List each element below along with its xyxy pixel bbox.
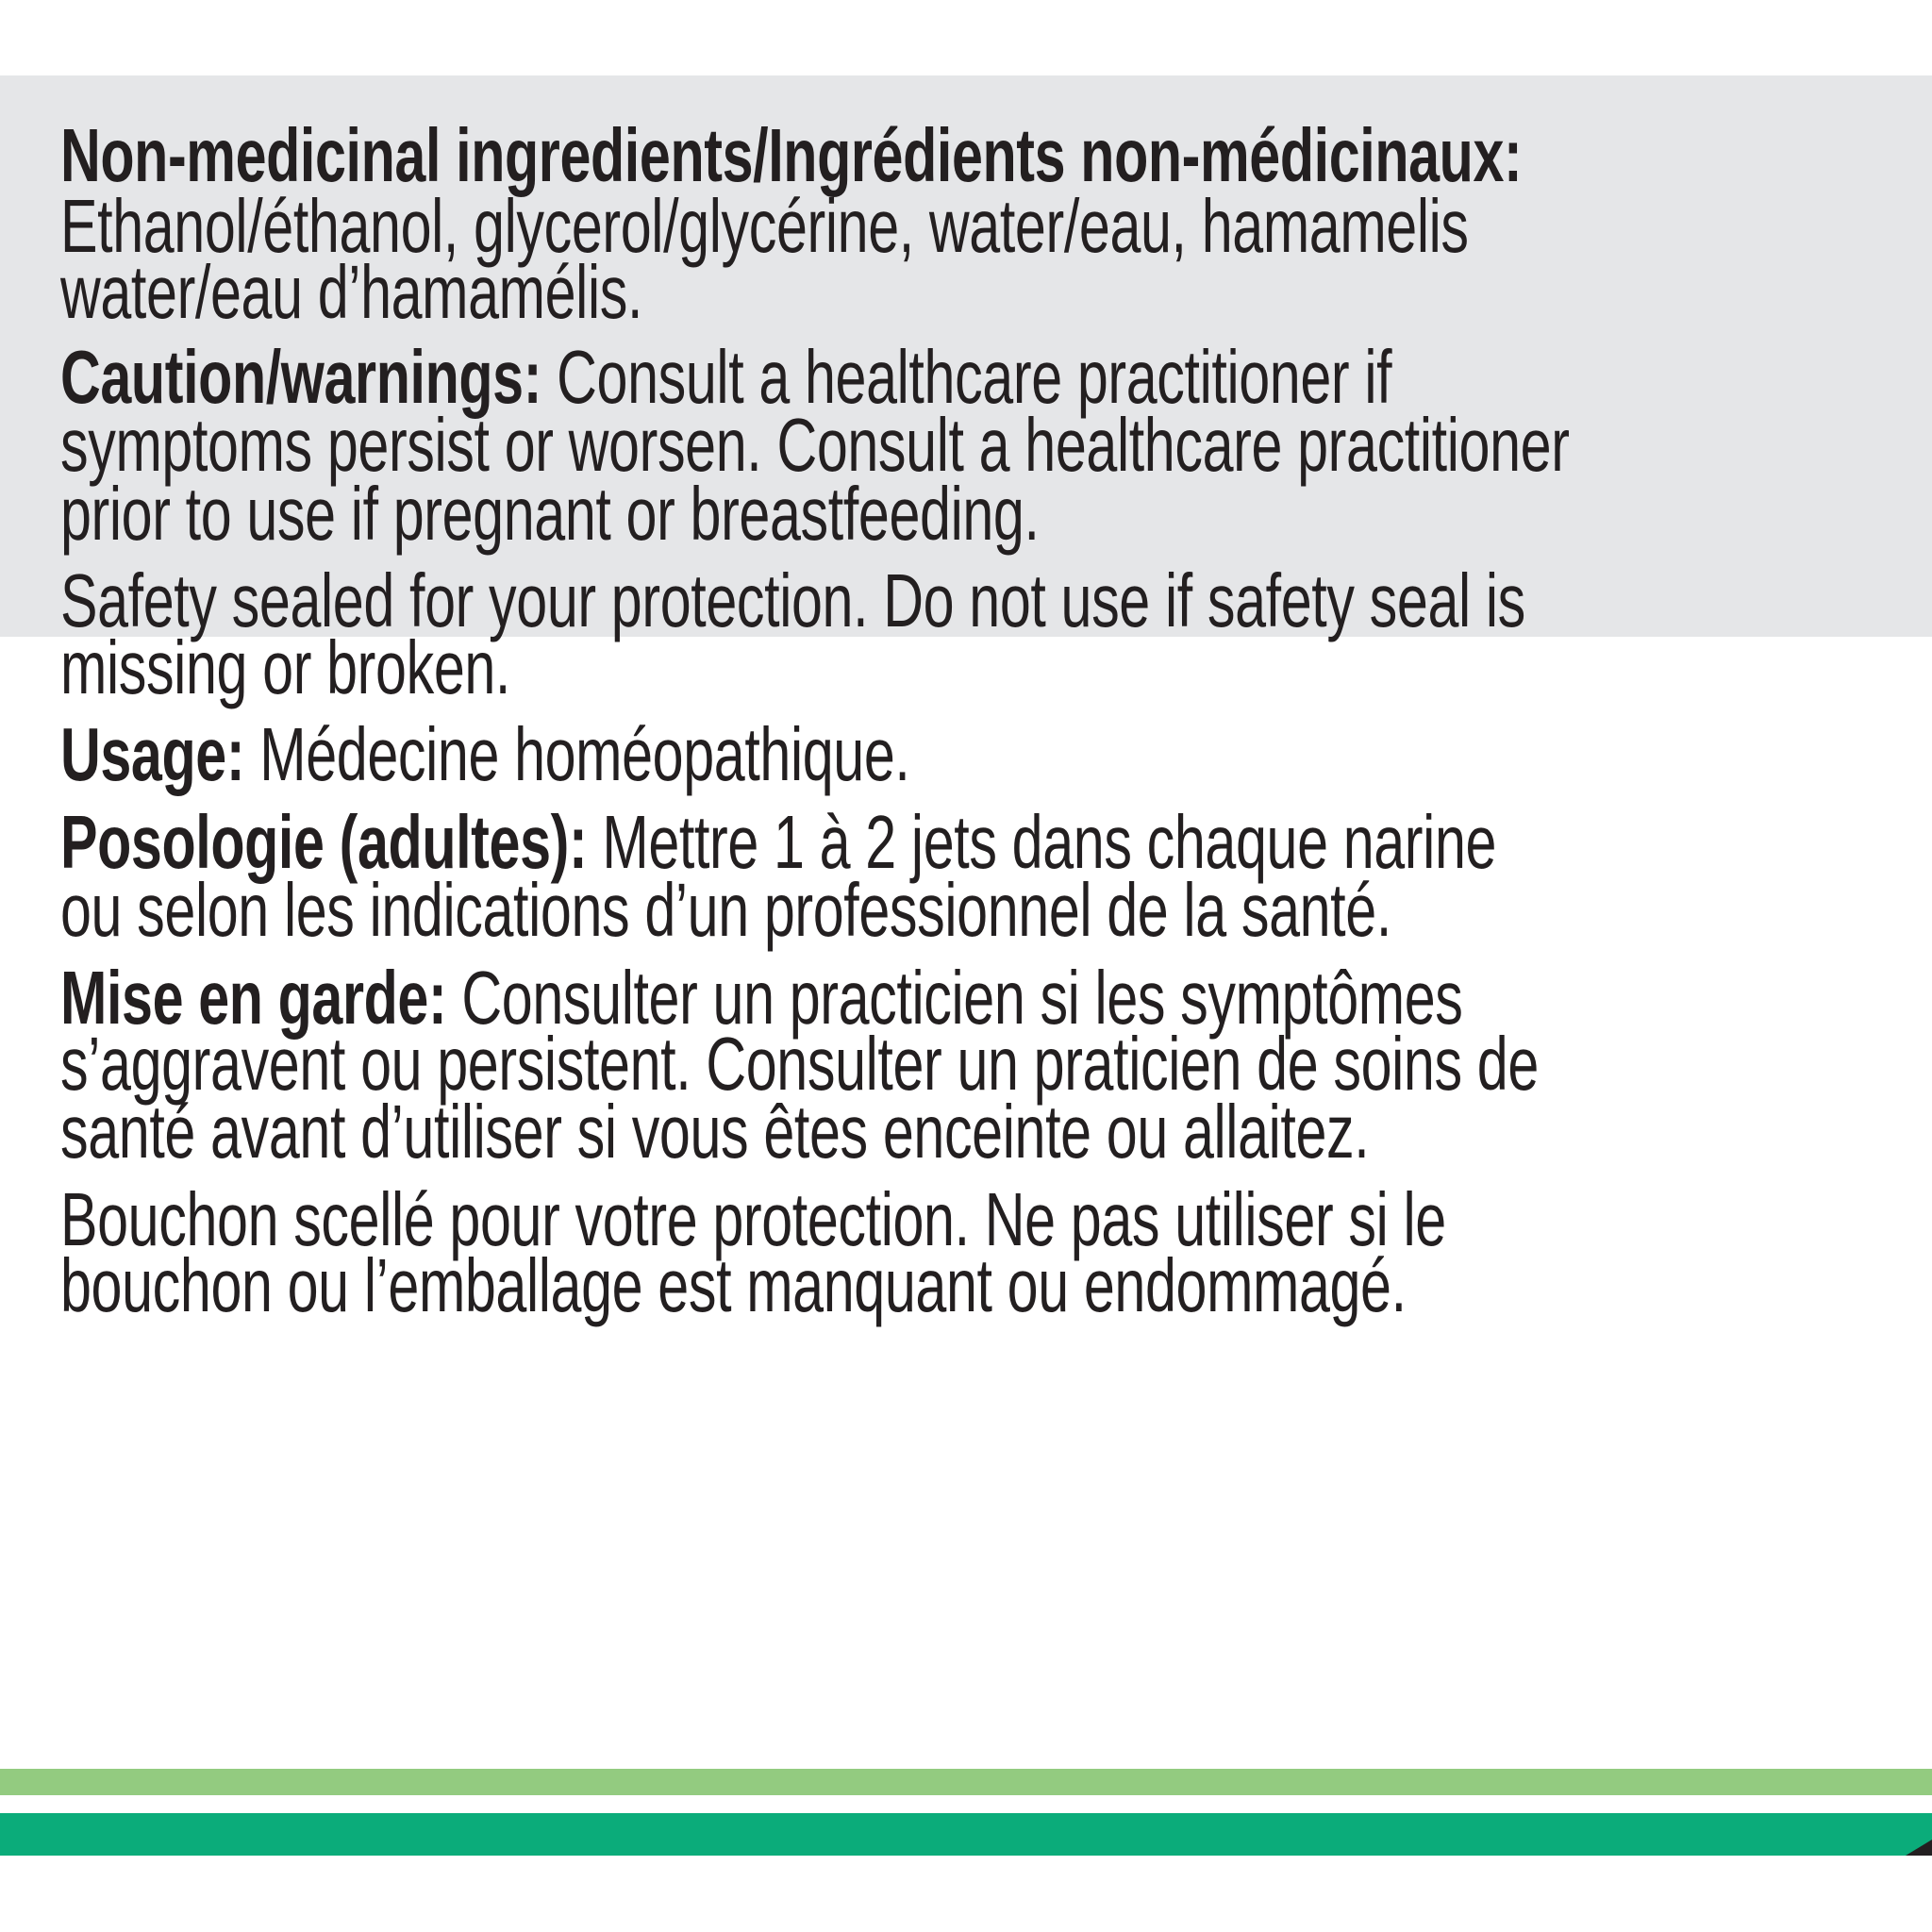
posologie-text: Mettre 1 à 2 jets dans chaque narine [587,800,1497,884]
safety-line-1: Safety sealed for your protection. Do not use if safety seal is [60,558,1525,642]
safety-line-2: missing or broken. [60,625,510,709]
mise-en-garde-heading: Mise en garde: [60,956,447,1040]
bouchon-line-1: Bouchon scellé pour votre protection. Ne pas utiliser si le [60,1177,1446,1261]
mise-en-garde-line-2: s’aggravent ou persistent. Consulter un praticien de soins de [60,1022,1539,1106]
ingredients-line-1: Ethanol/éthanol, glycerol/glycérine, water/eau, hamamelis [60,184,1469,268]
posologie-line-2: ou selon les indications d’un professionnel de la santé. [60,868,1391,952]
posologie-heading: Posologie (adultes): [60,800,588,884]
usage-text: Médecine homéopathique. [244,712,910,796]
ingredients-heading: Non-medicinal ingredients/Ingrédients non-médicinaux: [60,113,1523,197]
usage-line [60,712,910,796]
usage-heading: Usage: [60,712,245,796]
ingredients-line-2: water/eau d’hamamélis. [60,250,643,334]
caution-line-2: symptoms persist or worsen. Consult a healthcare practitioner [60,403,1570,487]
mise-en-garde-text: Consulter un practicien si les symptômes [446,956,1463,1040]
light-green-stripe [0,1769,1932,1795]
caution-line-3: prior to use if pregnant or breastfeeding. [60,472,1040,556]
corner-shape-decoration [1906,1840,1932,1856]
bouchon-line-2: bouchon ou l’emballage est manquant ou endommagé. [60,1243,1407,1327]
mise-en-garde-line-3: santé avant d’utiliser si vous êtes enceinte ou allaitez. [60,1090,1370,1174]
teal-stripe [0,1813,1932,1856]
caution-heading: Caution/warnings: [60,335,542,419]
caution-text: Consult a healthcare practitioner if [541,335,1392,419]
